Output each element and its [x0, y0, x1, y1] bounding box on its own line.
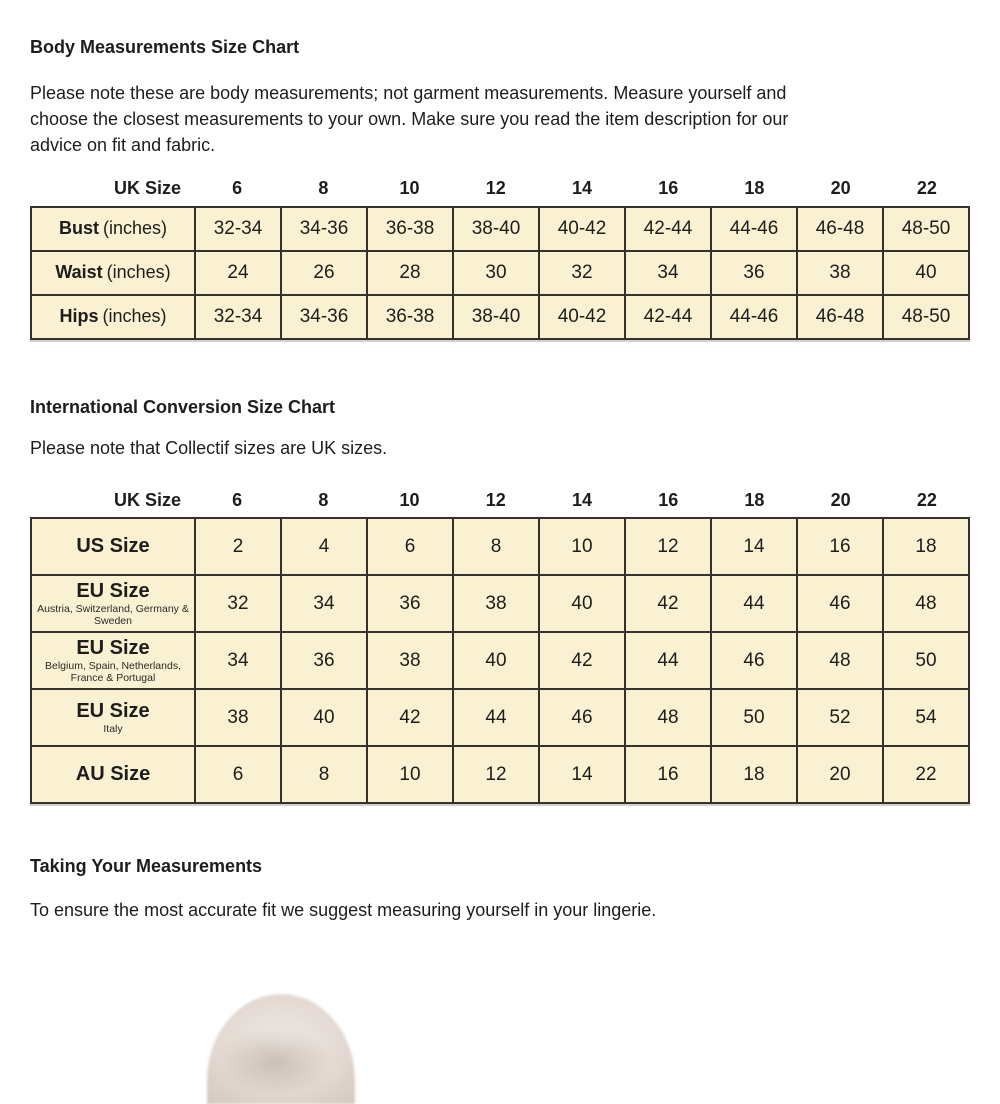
row-label-name: EU Size	[76, 637, 150, 659]
row-label-name: EU Size	[76, 700, 150, 722]
size-value-cell: 32	[195, 575, 281, 632]
size-value-cell: 46	[797, 575, 883, 632]
size-value-cell: 38	[797, 251, 883, 295]
uk-size-value: 14	[571, 178, 592, 198]
row-label-unit: (inches)	[106, 262, 171, 282]
intro-line: advice on fit and fabric.	[30, 135, 216, 155]
international-conversion-heading: International Conversion Size Chart	[30, 397, 336, 417]
size-value-cell: 26	[281, 251, 367, 295]
row-label	[31, 207, 195, 251]
size-value-cell: 46-48	[797, 207, 883, 251]
size-value-cell: 4	[281, 518, 367, 575]
row-label-name: AU Size	[75, 763, 151, 785]
row-label-region: Austria, Switzerland, Germany & Sweden	[37, 603, 189, 627]
size-value-cell: 32	[539, 251, 625, 295]
size-value-cell: 18	[883, 518, 969, 575]
size-value-cell: 12	[453, 746, 539, 803]
row-label-name: US Size	[76, 535, 150, 557]
uk-size-value: 18	[744, 178, 765, 198]
row-label-unit: (inches)	[102, 218, 168, 238]
size-value-cell: 36-38	[367, 207, 453, 251]
size-value-cell: 44	[453, 689, 539, 746]
size-value-cell: 6	[195, 746, 281, 803]
size-value-cell: 48	[883, 575, 969, 632]
size-value-cell: 44	[711, 575, 797, 632]
size-value-cell: 40	[453, 632, 539, 689]
row-label	[31, 746, 195, 803]
size-value-cell: 36	[367, 575, 453, 632]
size-value-cell: 32-34	[195, 207, 281, 251]
model-photo	[207, 994, 355, 1104]
size-value-cell: 6	[367, 518, 453, 575]
row-label	[31, 575, 195, 632]
size-chart-page	[0, 37, 1000, 921]
size-value-cell: 2	[195, 518, 281, 575]
size-value-cell: 34	[195, 632, 281, 689]
body-measurements-heading: Body Measurements Size Chart	[30, 37, 300, 57]
uk-size-label: UK Size	[113, 178, 181, 198]
size-value-cell: 46-48	[797, 295, 883, 339]
size-value-cell: 36	[281, 632, 367, 689]
uk-size-value: 6	[232, 490, 243, 510]
uk-size-value: 22	[916, 178, 937, 198]
size-value-cell: 42-44	[625, 295, 711, 339]
size-value-cell: 42	[367, 689, 453, 746]
size-value-cell: 40-42	[539, 207, 625, 251]
size-value-cell: 38	[195, 689, 281, 746]
size-value-cell: 44-46	[711, 295, 797, 339]
size-value-cell: 50	[711, 689, 797, 746]
table-row-hips	[31, 295, 969, 339]
uk-size-value: 20	[830, 178, 851, 198]
size-value-cell: 44-46	[711, 207, 797, 251]
intl-table-uk-size-header	[30, 490, 970, 511]
size-value-cell: 42	[625, 575, 711, 632]
row-label-name: Hips	[59, 306, 99, 326]
row-label	[31, 632, 195, 689]
row-label	[31, 295, 195, 339]
size-value-cell: 38-40	[453, 207, 539, 251]
size-value-cell: 10	[367, 746, 453, 803]
size-value-cell: 48	[625, 689, 711, 746]
size-value-cell: 8	[281, 746, 367, 803]
uk-size-value: 16	[658, 490, 679, 510]
uk-size-value: 22	[916, 490, 937, 510]
row-label	[31, 251, 195, 295]
table-row-us-size	[31, 518, 969, 575]
size-value-cell: 48-50	[883, 207, 969, 251]
size-value-cell: 38	[367, 632, 453, 689]
table-row-au-size	[31, 746, 969, 803]
table-row-eu-size-central	[31, 575, 969, 632]
uk-size-value: 16	[658, 178, 679, 198]
size-value-cell: 34-36	[281, 207, 367, 251]
size-value-cell: 48-50	[883, 295, 969, 339]
uk-size-value: 6	[232, 178, 243, 198]
size-value-cell: 36	[711, 251, 797, 295]
size-value-cell: 22	[883, 746, 969, 803]
size-value-cell: 50	[883, 632, 969, 689]
body-table-uk-size-header	[30, 178, 970, 199]
row-label-region: Belgium, Spain, Netherlands, France & Portugal	[45, 660, 181, 684]
size-value-cell: 40	[883, 251, 969, 295]
size-value-cell: 36-38	[367, 295, 453, 339]
size-value-cell: 30	[453, 251, 539, 295]
uk-size-value: 12	[485, 178, 506, 198]
table-row-waist	[31, 251, 969, 295]
body-measurements-table	[30, 206, 970, 340]
size-value-cell: 42-44	[625, 207, 711, 251]
row-label-name: Bust	[58, 218, 99, 238]
size-value-cell: 48	[797, 632, 883, 689]
size-value-cell: 40	[281, 689, 367, 746]
size-value-cell: 54	[883, 689, 969, 746]
row-label-name: EU Size	[76, 580, 150, 602]
size-value-cell: 42	[539, 632, 625, 689]
size-value-cell: 52	[797, 689, 883, 746]
size-value-cell: 40	[539, 575, 625, 632]
table-row-eu-size-italy	[31, 689, 969, 746]
size-value-cell: 24	[195, 251, 281, 295]
size-value-cell: 44	[625, 632, 711, 689]
row-label-unit: (inches)	[102, 306, 167, 326]
body-measurements-intro	[30, 80, 970, 158]
international-conversion-table	[30, 517, 970, 804]
size-value-cell: 38-40	[453, 295, 539, 339]
size-value-cell: 18	[711, 746, 797, 803]
size-value-cell: 20	[797, 746, 883, 803]
size-value-cell: 16	[625, 746, 711, 803]
size-value-cell: 10	[539, 518, 625, 575]
uk-size-value: 8	[318, 490, 329, 510]
table-row-bust	[31, 207, 969, 251]
uk-size-value: 12	[485, 490, 506, 510]
row-label-name: Waist	[55, 262, 103, 282]
size-value-cell: 46	[711, 632, 797, 689]
uk-size-value: 8	[318, 178, 329, 198]
measuring-advice-note: To ensure the most accurate fit we suggest measuring yourself in your lingerie.	[30, 900, 657, 920]
size-value-cell: 38	[453, 575, 539, 632]
row-label	[31, 689, 195, 746]
uk-size-value: 10	[399, 178, 420, 198]
table-row-eu-size-west	[31, 632, 969, 689]
row-label-region: Italy	[103, 723, 123, 735]
size-value-cell: 34	[625, 251, 711, 295]
uk-size-value: 18	[744, 490, 765, 510]
intro-line: Please note these are body measurements; not garment measurements. Measure yourself and	[30, 83, 787, 103]
size-value-cell: 40-42	[539, 295, 625, 339]
size-value-cell: 28	[367, 251, 453, 295]
size-value-cell: 16	[797, 518, 883, 575]
intro-line: choose the closest measurements to your own. Make sure you read the item description for our	[30, 109, 789, 129]
size-value-cell: 46	[539, 689, 625, 746]
size-value-cell: 32-34	[195, 295, 281, 339]
taking-measurements-heading: Taking Your Measurements	[30, 856, 263, 876]
size-value-cell: 14	[711, 518, 797, 575]
collectif-sizes-note: Please note that Collectif sizes are UK sizes.	[30, 438, 388, 458]
size-value-cell: 34-36	[281, 295, 367, 339]
size-value-cell: 14	[539, 746, 625, 803]
uk-size-label: UK Size	[113, 490, 181, 510]
uk-size-value: 10	[399, 490, 420, 510]
size-value-cell: 12	[625, 518, 711, 575]
row-label	[31, 518, 195, 575]
uk-size-value: 20	[830, 490, 851, 510]
size-value-cell: 8	[453, 518, 539, 575]
size-value-cell: 34	[281, 575, 367, 632]
uk-size-value: 14	[571, 490, 592, 510]
